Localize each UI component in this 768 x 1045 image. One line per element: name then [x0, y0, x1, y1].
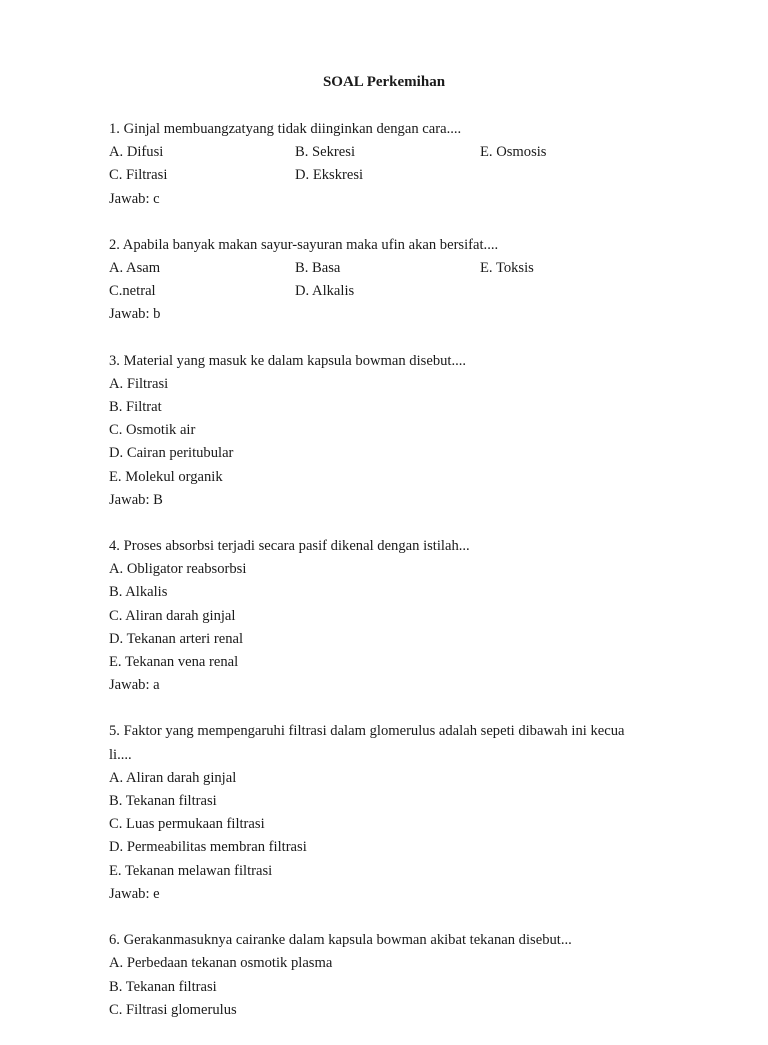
question-1: [109, 118, 669, 211]
option-d: D. Alkalis: [295, 283, 355, 300]
option-d: D. Tekanan arteri renal: [109, 630, 244, 647]
option-b: B. Tekanan filtrasi: [109, 978, 217, 995]
question-text: 1. Ginjal membuangzatyang tidak diinginkan dengan cara....: [109, 121, 462, 137]
question-text-line-1: 5. Faktor yang mempengaruhi filtrasi dalam glomerulus adalah sepeti dibawah ini kecua: [109, 723, 625, 740]
option-d: D. Permeabilitas membran filtrasi: [109, 839, 307, 856]
question-list: [109, 118, 669, 1045]
option-b: B. Alkalis: [109, 584, 168, 601]
answer: Jawab: B: [109, 491, 163, 508]
question-text: 2. Apabila banyak makan sayur-sayuran maka ufin akan bersifat....: [109, 236, 499, 253]
option-a: A. Asam: [109, 260, 161, 277]
question-text-line-2: li....: [109, 746, 132, 763]
option-row: [109, 257, 669, 280]
option-b: B. Tekanan filtrasi: [109, 793, 217, 810]
answer: Jawab: b: [109, 306, 161, 323]
document-title: SOAL Perkemihan: [322, 74, 446, 90]
option-c: C. Filtrasi: [109, 167, 168, 184]
question-text: 3. Material yang masuk ke dalam kapsula bowman disebut....: [109, 352, 467, 369]
option-e: E. Tekanan melawan filtrasi: [109, 862, 273, 879]
option-d: D. Cairan peritubular: [109, 445, 234, 462]
option-d: D. Ekskresi: [295, 167, 364, 184]
option-e: E. Molekul organik: [109, 468, 223, 485]
question-2: [109, 234, 669, 327]
option-b: B. Basa: [295, 260, 341, 277]
option-c: C. Filtrasi glomerulus: [109, 1001, 237, 1018]
question-3: [109, 350, 669, 512]
option-a: A. Obligator reabsorbsi: [109, 561, 247, 578]
question-5: [109, 720, 669, 906]
answer: Jawab: a: [109, 677, 160, 694]
option-e: E. Osmosis: [480, 144, 547, 161]
option-e: E. Toksis: [480, 260, 534, 277]
option-b: B. Sekresi: [295, 144, 355, 161]
answer: Jawab: c: [109, 190, 160, 207]
option-c: C. Luas permukaan filtrasi: [109, 816, 265, 833]
option-c: C. Aliran darah ginjal: [109, 607, 236, 624]
option-row: [109, 280, 669, 303]
option-c: C. Osmotik air: [109, 422, 196, 439]
question-text: 4. Proses absorbsi terjadi secara pasif dikenal dengan istilah...: [109, 538, 470, 555]
option-a: A. Difusi: [109, 144, 164, 161]
option-row: [109, 164, 669, 187]
question-6: [109, 929, 669, 1022]
question-text: 6. Gerakanmasuknya cairanke dalam kapsula bowman akibat tekanan disebut...: [109, 932, 572, 949]
option-e: E. Tekanan vena renal: [109, 654, 239, 671]
option-a: A. Filtrasi: [109, 375, 169, 392]
option-b: B. Filtrat: [109, 399, 162, 416]
option-c: C.netral: [109, 283, 156, 300]
answer: Jawab: e: [109, 885, 160, 902]
option-row: [109, 141, 669, 164]
option-a: A. Perbedaan tekanan osmotik plasma: [109, 955, 333, 972]
option-a: A. Aliran darah ginjal: [109, 769, 237, 786]
question-4: [109, 535, 669, 697]
